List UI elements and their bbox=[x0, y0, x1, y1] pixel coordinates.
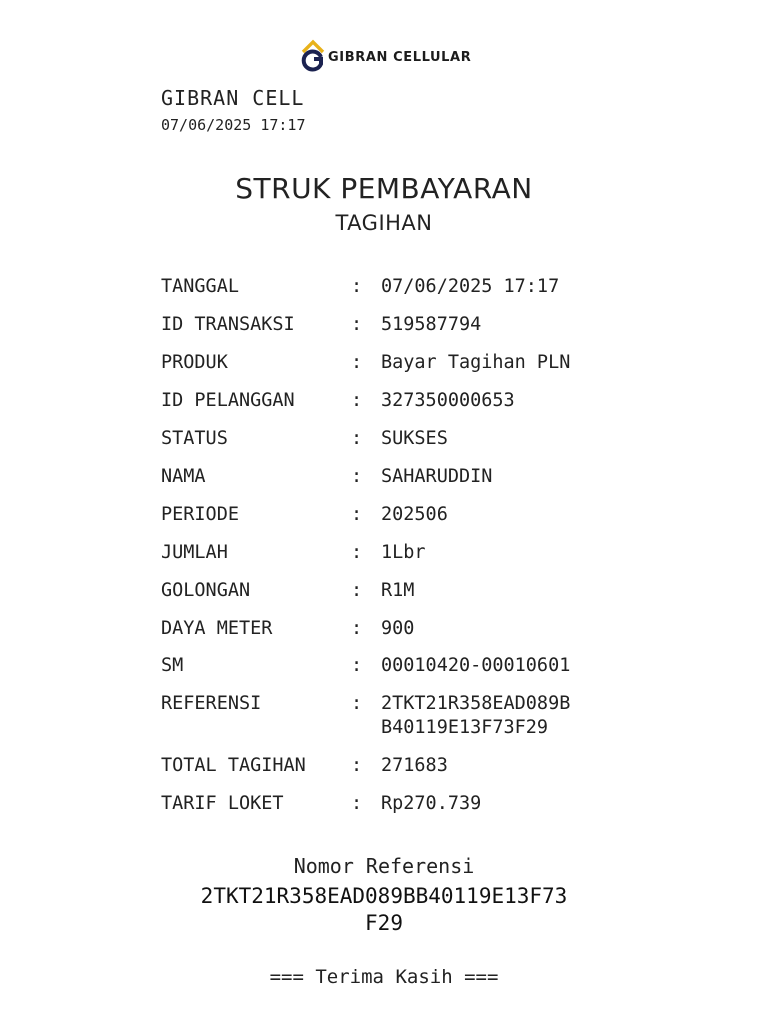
detail-separator: : bbox=[351, 352, 363, 373]
detail-label: NAMA bbox=[161, 466, 206, 487]
detail-value-continued: B40119E13F73F29 bbox=[381, 717, 549, 738]
detail-separator: : bbox=[351, 542, 363, 563]
receipt-title: STRUK PEMBAYARAN bbox=[235, 172, 533, 205]
detail-label: SM bbox=[161, 655, 184, 676]
detail-value: 202506 bbox=[381, 504, 448, 525]
detail-label: TARIF LOKET bbox=[161, 793, 284, 814]
detail-value: 1Lbr bbox=[381, 542, 426, 563]
detail-separator: : bbox=[351, 793, 363, 814]
detail-label: TOTAL TAGIHAN bbox=[161, 755, 306, 776]
detail-label: PERIODE bbox=[161, 504, 239, 525]
detail-value: SAHARUDDIN bbox=[381, 466, 493, 487]
detail-label: GOLONGAN bbox=[161, 580, 251, 601]
detail-label: PRODUK bbox=[161, 352, 228, 373]
detail-separator: : bbox=[351, 693, 363, 714]
thank-you-footer: === Terima Kasih === bbox=[269, 966, 499, 988]
detail-value: 519587794 bbox=[381, 314, 482, 335]
detail-value: SUKSES bbox=[381, 428, 448, 449]
detail-value: 2TKT21R358EAD089B bbox=[381, 693, 571, 714]
detail-label: REFERENSI bbox=[161, 693, 262, 714]
detail-separator: : bbox=[351, 314, 363, 335]
reference-number bbox=[0, 883, 768, 937]
detail-value: Rp270.739 bbox=[381, 793, 482, 814]
store-datetime: 07/06/2025 17:17 bbox=[161, 116, 306, 134]
reference-number-label: Nomor Referensi bbox=[293, 854, 475, 878]
store-logo bbox=[300, 38, 471, 72]
detail-separator: : bbox=[351, 504, 363, 525]
detail-separator: : bbox=[351, 428, 363, 449]
detail-value: 00010420-00010601 bbox=[381, 655, 571, 676]
reference-number-line-2: F29 bbox=[365, 911, 403, 935]
detail-separator: : bbox=[351, 655, 363, 676]
detail-label: JUMLAH bbox=[161, 542, 228, 563]
detail-label: DAYA METER bbox=[161, 618, 273, 639]
detail-separator: : bbox=[351, 390, 363, 411]
detail-value: Bayar Tagihan PLN bbox=[381, 352, 571, 373]
detail-label: ID PELANGGAN bbox=[161, 390, 295, 411]
detail-label: TANGGAL bbox=[161, 276, 239, 297]
detail-label: ID TRANSAKSI bbox=[161, 314, 295, 335]
store-name: GIBRAN CELL bbox=[161, 86, 305, 110]
detail-label: STATUS bbox=[161, 428, 228, 449]
detail-separator: : bbox=[351, 276, 363, 297]
logo-text: GIBRAN CELLULAR bbox=[328, 49, 472, 65]
detail-separator: : bbox=[351, 755, 363, 776]
receipt-subtitle: TAGIHAN bbox=[335, 211, 433, 235]
gibran-logo-icon bbox=[300, 38, 326, 72]
detail-separator: : bbox=[351, 466, 363, 487]
detail-value: 271683 bbox=[381, 755, 448, 776]
detail-value: 07/06/2025 17:17 bbox=[381, 276, 560, 297]
reference-number-line-1: 2TKT21R358EAD089BB40119E13F73 bbox=[200, 884, 568, 908]
detail-value: R1M bbox=[381, 580, 415, 601]
detail-value: 900 bbox=[381, 618, 415, 639]
detail-separator: : bbox=[351, 580, 363, 601]
detail-separator: : bbox=[351, 618, 363, 639]
detail-value: 327350000653 bbox=[381, 390, 515, 411]
